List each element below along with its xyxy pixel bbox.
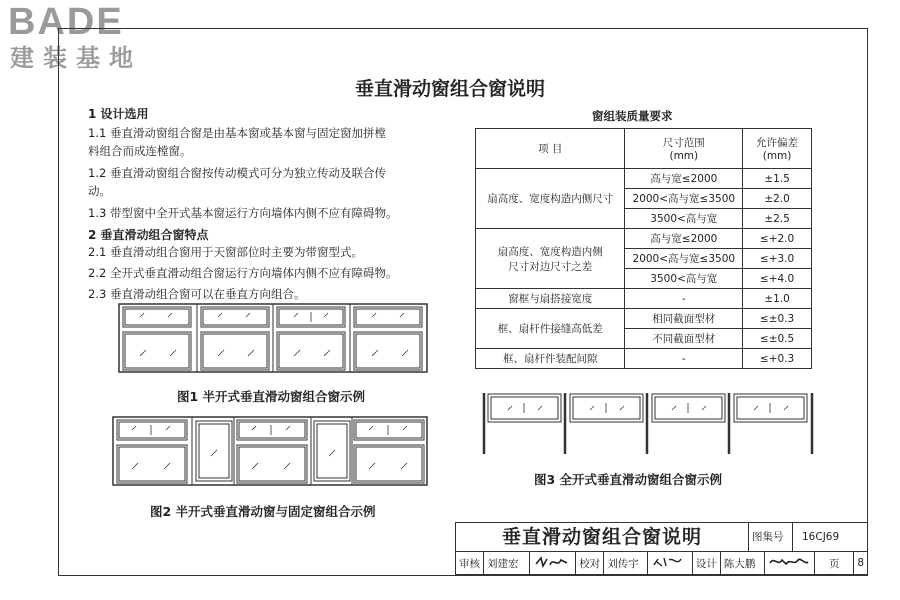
section-2-paragraph-3: 2.3 垂直滑动组合窗可以在垂直方向组合。	[88, 287, 306, 301]
section-1-paragraph-1a: 1.1 垂直滑动窗组合窗是由基本窗或基本窗与固定窗加拼樘	[88, 126, 386, 140]
table-row-item: 扇高度、宽度构造内侧 尺寸对边尺寸之差	[476, 229, 625, 289]
table-row-item: 框、扇杆件接缝高低差	[476, 309, 625, 349]
check-label: 校对	[576, 552, 604, 575]
section-1-paragraph-2b: 动。	[88, 184, 111, 198]
table-cell-range: 不同截面型材	[625, 329, 743, 349]
section-2-heading: 2 垂直滑动组合窗特点	[88, 228, 209, 242]
atlas-number: 16CJ69	[802, 531, 840, 543]
table-row-item: 窗框与扇搭接宽度	[476, 289, 625, 309]
figure-1-drawing	[118, 303, 430, 375]
table-cell-range: 高与宽≤2000	[625, 169, 743, 189]
section-1-heading: 1 设计选用	[88, 107, 149, 121]
brand-logo: BADE	[8, 1, 124, 43]
table-cell-range: 相同截面型材	[625, 309, 743, 329]
section-1-paragraph-1b: 料组合而成连樘窗。	[88, 144, 192, 158]
table-cell-deviation: ≤+0.3	[743, 349, 812, 369]
table-cell-range: 2000<高与宽≤3500	[625, 189, 743, 209]
design-label: 设计	[692, 552, 720, 575]
figure-1-caption: 图1 半开式垂直滑动窗组合窗示例	[177, 389, 366, 404]
table-cell-deviation: ≤±0.5	[743, 329, 812, 349]
table-cell-range: -	[625, 289, 743, 309]
quality-table-header-deviation: 允许偏差 (mm)	[743, 129, 812, 169]
table-cell-deviation: ≤+4.0	[743, 269, 812, 289]
table-cell-range: 2000<高与宽≤3500	[625, 249, 743, 269]
table-cell-range: 高与宽≤2000	[625, 229, 743, 249]
table-row-item: 框、扇杆件装配间隙	[476, 349, 625, 369]
reviewer-signature	[529, 552, 576, 575]
table-cell-range: 3500<高与宽	[625, 269, 743, 289]
quality-table-header-item: 项 目	[476, 129, 625, 169]
table-cell-deviation: ±1.5	[743, 169, 812, 189]
page-label: 页	[815, 552, 854, 575]
quality-table-title: 窗组装质量要求	[592, 109, 673, 123]
designer-signature-drawing	[768, 554, 810, 570]
title-block-title: 垂直滑动窗组合窗说明	[501, 526, 702, 548]
quality-table	[475, 128, 812, 369]
section-2-paragraph-2: 2.2 全开式垂直滑动组合窗运行方向墙体内侧不应有障碍物。	[88, 266, 398, 280]
figure-3-drawing	[482, 392, 816, 456]
designer-name: 陈大鹏	[720, 552, 764, 575]
brand-logo-cn: 建装基地	[10, 44, 142, 72]
figure-2-drawing	[112, 416, 430, 488]
table-cell-deviation: ≤+3.0	[743, 249, 812, 269]
table-cell-deviation: ±2.5	[743, 209, 812, 229]
table-cell-deviation: ≤+2.0	[743, 229, 812, 249]
quality-table-header-range: 尺寸范围 (mm)	[625, 129, 743, 169]
table-cell-range: -	[625, 349, 743, 369]
table-cell-range: 3500<高与宽	[625, 209, 743, 229]
table-cell-deviation: ≤±0.3	[743, 309, 812, 329]
designer-signature	[764, 552, 815, 575]
table-row-item: 扇高度、宽度构造内侧尺寸	[476, 169, 625, 229]
figure-2-caption: 图2 半开式垂直滑动窗与固定窗组合示例	[150, 504, 376, 519]
review-label: 审核	[456, 552, 484, 575]
page-number: 8	[854, 552, 868, 575]
checker-signature-drawing	[651, 554, 687, 570]
reviewer-signature-drawing	[533, 554, 571, 570]
section-1-paragraph-3: 1.3 带型窗中全开式基本窗运行方向墙体内侧不应有障碍物。	[88, 206, 398, 220]
page-title: 垂直滑动窗组合窗说明	[354, 78, 545, 100]
atlas-number-label: 图集号	[752, 531, 784, 543]
section-2-paragraph-1: 2.1 垂直滑动组合窗用于天窗部位时主要为带窗型式。	[88, 245, 363, 259]
figure-3-caption: 图3 全开式垂直滑动窗组合窗示例	[534, 472, 723, 487]
reviewer-name: 刘建宏	[484, 552, 530, 575]
table-cell-deviation: ±1.0	[743, 289, 812, 309]
checker-name: 刘传宇	[604, 552, 648, 575]
checker-signature	[648, 552, 693, 575]
table-cell-deviation: ±2.0	[743, 189, 812, 209]
section-1-paragraph-2a: 1.2 垂直滑动窗组合窗按传动模式可分为独立传动及联合传	[88, 166, 386, 180]
signature-row	[455, 551, 868, 575]
